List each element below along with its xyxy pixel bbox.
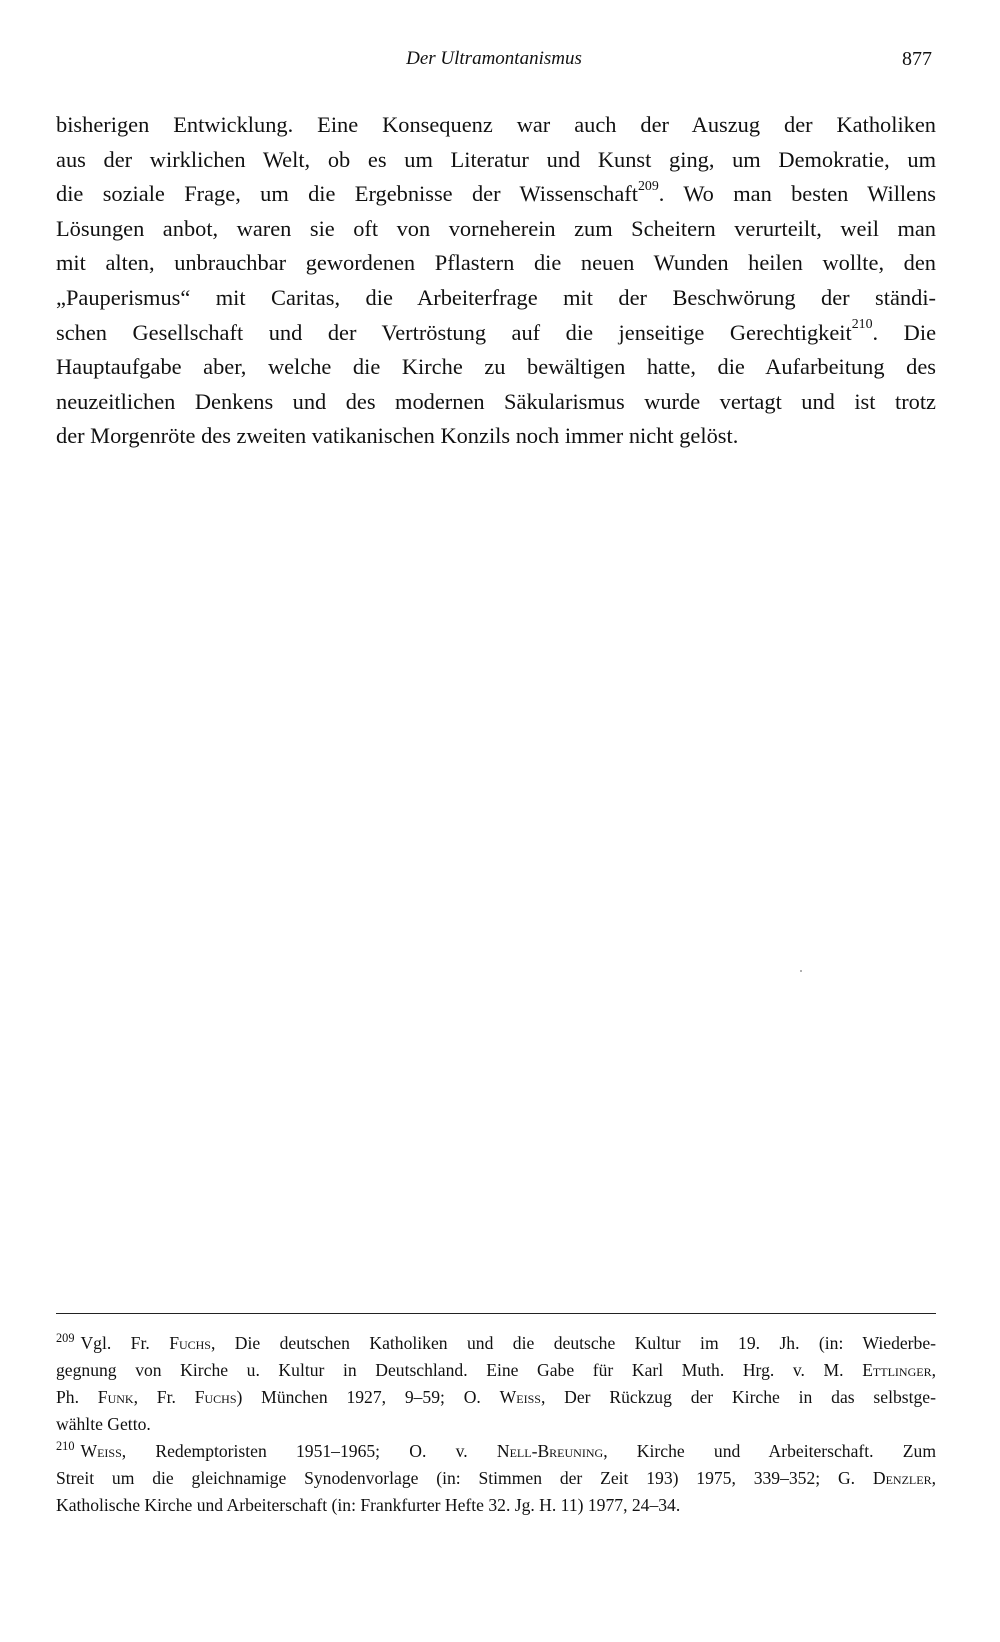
footnote-text: Ph.: [56, 1387, 98, 1407]
running-head: [56, 46, 932, 78]
footnote-text: ,: [931, 1360, 936, 1380]
body-line: mit alten, unbrauchbar gewordenen Pflastern die neuen Wunden heilen wollte, den: [56, 250, 936, 276]
author-name: Weiss: [80, 1441, 122, 1461]
body-line: „Pauperismus“ mit Caritas, die Arbeiterfrage mit der Beschwörung der ständi-: [56, 284, 936, 310]
author-name: Weiss: [499, 1387, 541, 1407]
footnote-mark: 209: [56, 1331, 75, 1346]
body-paragraph: [56, 108, 936, 454]
footnote-line: [56, 1357, 936, 1384]
footnote-text: , Redemptoristen 1951–1965; O. v.: [121, 1441, 497, 1461]
footnote-text: Streit um die gleichnamige Synodenvorlage (in: Stimmen der Zeit 193) 1975, 339–352; G.: [56, 1468, 873, 1488]
footnote-line: [56, 1438, 936, 1465]
author-name: Nell-Breuning: [496, 1441, 604, 1461]
footnote-line: [56, 1465, 936, 1492]
author-name: Fuchs: [194, 1387, 237, 1407]
body-line-text: . Wo man besten Willens: [658, 181, 936, 207]
scan-speck: [800, 970, 802, 972]
author-name: Ettlinger: [862, 1360, 932, 1380]
footnote-line: [56, 1330, 936, 1357]
page-number: 877: [902, 48, 932, 70]
footnotes: [56, 1330, 936, 1519]
footnote-text: gegnung von Kirche u. Kultur in Deutschland. Eine Gabe für Karl Muth. Hrg. v. M.: [56, 1360, 863, 1380]
footnote-reference: 210: [851, 317, 873, 333]
footnote-text: , Der Rückzug der Kirche in das selbstge-: [540, 1387, 936, 1407]
body-line-text: die soziale Frage, um die Ergebnisse der Wissenschaft: [56, 181, 638, 207]
footnote-text: ) München 1927, 9–59; O.: [236, 1387, 500, 1407]
footnote-text: Vgl. Fr.: [80, 1333, 170, 1353]
footnote-210: [56, 1438, 936, 1519]
body-line: Lösungen anbot, waren sie oft von vorneherein zum Scheitern verurteilt, weil man: [56, 215, 936, 241]
body-line: aus der wirklichen Welt, ob es um Literatur und Kunst ging, um Demokratie, um: [56, 146, 936, 172]
body-line-text: . Die: [872, 319, 937, 345]
running-title: Der Ultramontanismus: [406, 48, 582, 69]
author-name: Funk: [97, 1387, 134, 1407]
author-name: Fuchs: [169, 1333, 211, 1353]
footnote-text: ,: [931, 1468, 936, 1488]
body-line: der Morgenröte des zweiten vatikanischen Konzils noch immer nicht gelöst.: [56, 423, 739, 449]
body-line-text: schen Gesellschaft und der Vertröstung auf die jenseitige Gerechtigkeit: [56, 319, 852, 345]
body-line: bisherigen Entwicklung. Eine Konsequenz war auch der Auszug der Katholiken: [56, 112, 936, 137]
footnote-text: , Fr.: [133, 1387, 195, 1407]
footnote-mark: 210: [56, 1439, 75, 1454]
author-name: Denzler: [872, 1468, 932, 1488]
body-line: [56, 316, 936, 351]
footnote-209: [56, 1330, 936, 1438]
body-line: neuzeitlichen Denkens und des modernen Säkularismus wurde vertagt und ist trotz: [56, 388, 936, 414]
footnote-text: , Die deutschen Katholiken und die deutsche Kultur im 19. Jh. (in: Wiederbe-: [210, 1333, 936, 1353]
body-line: [56, 177, 936, 212]
footnote-reference: 209: [637, 178, 659, 194]
footnote-line: Katholische Kirche und Arbeiterschaft (in: Frankfurter Hefte 32. Jg. H. 11) 1977, 24–34.: [56, 1495, 681, 1515]
body-line: Hauptaufgabe aber, welche die Kirche zu bewältigen hatte, die Aufarbeitung des: [56, 354, 936, 380]
footnote-line: [56, 1384, 936, 1411]
footnote-separator: [56, 1313, 936, 1314]
footnote-line: wählte Getto.: [56, 1414, 151, 1434]
footnote-text: , Kirche und Arbeiterschaft. Zum: [603, 1441, 937, 1461]
